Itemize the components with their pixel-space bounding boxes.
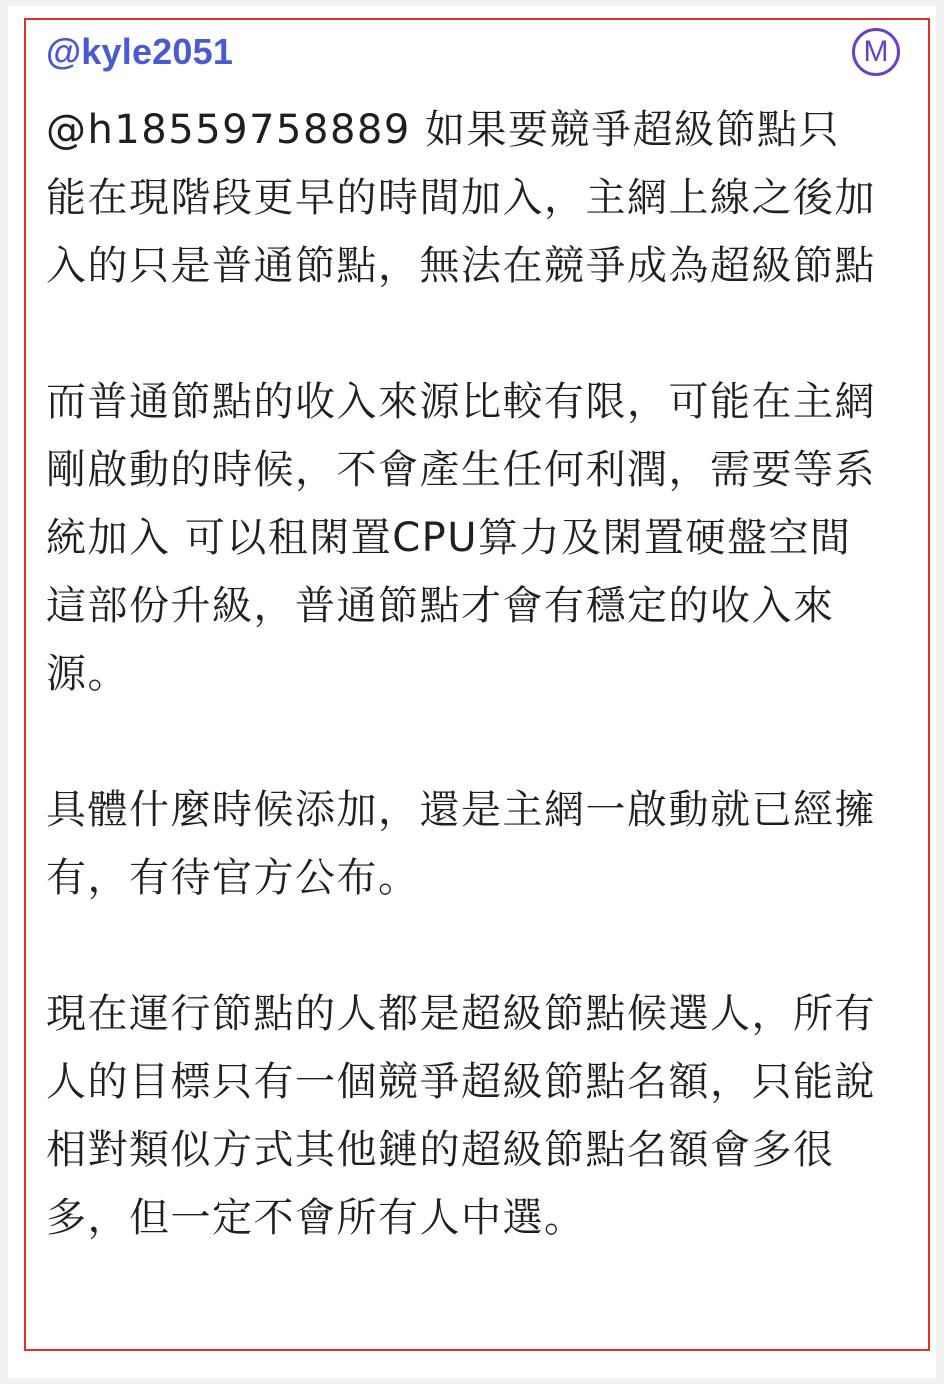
- comment-body: [46, 96, 876, 1252]
- comment-header: [46, 28, 906, 80]
- comment-paragraph-2: 而普通節點的收入來源比較有限，可能在主網剛啟動的時候，不會產生任何利潤，需要等系統加入 可以租閑置CPU算力及閑置硬盤空間這部份升級，普通節點才會有穩定的收入來源。: [46, 379, 876, 697]
- comment-paragraph-1: @h18559758889 如果要競爭超級節點只能在現階段更早的時間加入，主網上線之後加入的只是普通節點，無法在競爭成為超級節點: [46, 107, 876, 289]
- username-link[interactable]: @kyle2051: [46, 31, 234, 72]
- m-circle-icon: M: [852, 28, 900, 76]
- comment-paragraph-4: 現在運行節點的人都是超級節點候選人，所有人的目標只有一個競爭超級節點名額，只能說相對類似方式其他鏈的超級節點名額會多很多，但一定不會所有人中選。: [46, 991, 876, 1241]
- comment-paragraph-3: 具體什麼時候添加，還是主網一啟動就已經擁有，有待官方公布。: [46, 787, 876, 901]
